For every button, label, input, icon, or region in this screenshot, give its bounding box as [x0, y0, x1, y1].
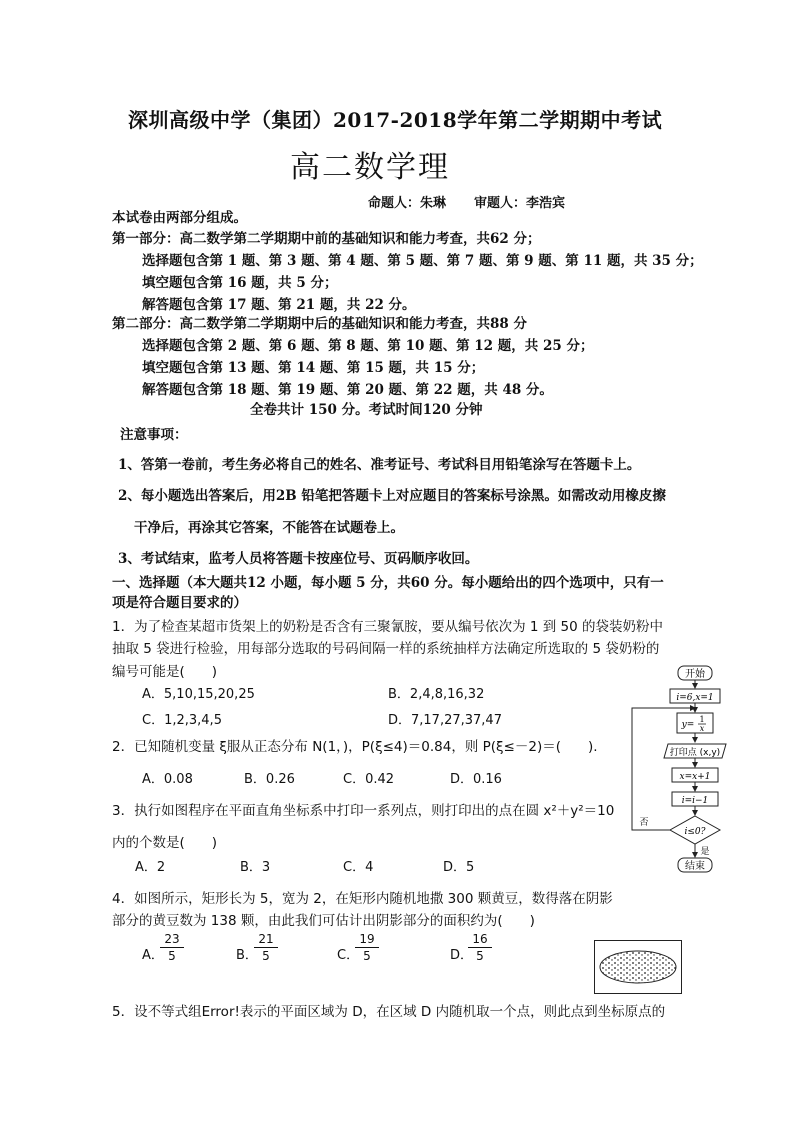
- intro-line-5: 解答题包含第 17 题、第 21 题，共 22 分。: [142, 297, 416, 313]
- q4-b-num: 21: [254, 932, 278, 948]
- q2-option-a: A．0.08: [142, 772, 193, 787]
- q4-d-den: 5: [476, 949, 484, 963]
- intro-line-10: 全卷共计 150 分。考试时间120 分钟: [250, 402, 483, 418]
- q2-text: 2．已知随机变量 ξ服从正态分布 N(1，)，P(ξ≤4)＝0.84，则 P(ξ≤－2)＝( ).: [112, 739, 598, 755]
- flow-condition-text: i≤0?: [684, 827, 706, 837]
- q2-option-b: B．0.26: [244, 772, 295, 787]
- flow-frac-den: x: [699, 724, 705, 733]
- q3-option-d: D．5: [443, 860, 475, 875]
- proposer: 命题人：朱琳: [368, 196, 447, 211]
- q3-option-a: A．2: [135, 860, 166, 875]
- rectangle-ellipse-figure: [594, 940, 682, 994]
- q5-text: 5．设不等式组Error!表示的平面区域为 D，在区域 D 内随机取一个点，则此点到坐标原点的: [112, 1004, 666, 1020]
- flow-yes-label: 是: [700, 847, 710, 857]
- intro-line-8: 填空题包含第 13 题、第 14 题、第 15 题，共 15 分；: [142, 360, 485, 376]
- q4-a-num: 23: [160, 932, 184, 948]
- q1-line-1: 1．为了检查某超市货架上的奶粉是否含有三聚氰胺，要从编号依次为 1 到 50 的袋装奶粉中: [112, 619, 664, 635]
- flow-assign-y-text: y=: [681, 720, 695, 730]
- authors-line: [368, 192, 565, 211]
- q3-option-b: B．3: [240, 860, 271, 875]
- intro-line-2: 第一部分：高二数学第二学期期中前的基础知识和能力考查，共62 分；: [112, 231, 541, 247]
- flow-dec-i-text: i=i−1: [681, 796, 709, 806]
- section-1-heading: 一、选择题（本大题共12 小题，每小题 5 分，共60 分。每小题给出的四个选项中，只有一: [112, 575, 664, 591]
- flow-init-text: i=6,x=1: [676, 693, 714, 703]
- q4-option-a-label: A．: [142, 948, 164, 963]
- intro-line-4: 填空题包含第 16 题，共 5 分；: [142, 275, 338, 291]
- q4-c-num: 19: [355, 932, 379, 948]
- q1-option-d: D．7,17,27,37,47: [388, 713, 502, 728]
- q1-option-b: B．2,4,8,16,32: [388, 687, 485, 702]
- intro-line-3: 选择题包含第 1 题、第 3 题、第 4 题、第 5 题、第 7 题、第 9 题、第 11 题，共 35 分；: [142, 253, 703, 269]
- q4-line-2: 部分的黄豆数为 138 颗，由此我们可估计出阴影部分的面积约为( ): [112, 913, 535, 929]
- q4-option-b-label: B．: [236, 948, 258, 963]
- q4-option-d-label: D．: [450, 948, 474, 963]
- q3-line-1: 3．执行如图程序在平面直角坐标系中打印一系列点，则打印出的点在圆 x²＋y²＝10: [112, 803, 615, 819]
- q4-d-num: 16: [468, 932, 492, 948]
- intro-line-6: 第二部分：高二数学第二学期期中后的基础知识和能力考查，共88 分: [112, 316, 527, 332]
- flow-end-text: 结束: [685, 861, 705, 872]
- q4-line-1: 4．如图所示，矩形长为 5，宽为 2，在矩形内随机地撒 300 颗黄豆，数得落在阴影: [112, 891, 613, 907]
- q3-line-2: 内的个数是( ): [112, 835, 218, 851]
- notice-2b: 干净后，再涂其它答案，不能答在试题卷上。: [134, 520, 404, 536]
- q1-option-c: C．1,2,3,4,5: [142, 713, 222, 728]
- q4-option-d-fraction: [468, 932, 492, 963]
- q1-option-a: A．5,10,15,20,25: [142, 687, 255, 702]
- intro-line-9: 解答题包含第 18 题、第 19 题、第 20 题、第 22 题，共 48 分。: [142, 382, 553, 398]
- q4-b-den: 5: [262, 949, 270, 963]
- q4-a-den: 5: [168, 949, 176, 963]
- notice-1: 1、答第一卷前，考生务必将自己的姓名、准考证号、考试科目用铅笔涂写在答题卡上。: [118, 457, 641, 473]
- intro-line-7: 选择题包含第 2 题、第 6 题、第 8 题、第 10 题、第 12 题，共 25 分；: [142, 338, 594, 354]
- q4-c-den: 5: [363, 949, 371, 963]
- q2-option-c: C．0.42: [343, 772, 395, 787]
- program-flowchart: [622, 664, 734, 878]
- q1-line-2: 抽取 5 袋进行检验，用每部分选取的号码间隔一样的系统抽样方法确定所选取的 5 袋奶粉的: [112, 641, 660, 657]
- notice-2a: 2、每小题选出答案后，用2B 铅笔把答题卡上对应题目的答案标号涂黑。如需改动用橡皮擦: [118, 488, 666, 504]
- notice-3: 3、考试结束，监考人员将答题卡按座位号、页码顺序收回。: [118, 551, 479, 567]
- flow-start-text: 开始: [685, 669, 705, 680]
- q4-option-c-label: C．: [337, 948, 360, 963]
- notice-heading: 注意事项：: [120, 427, 188, 443]
- intro-line-1: 本试卷由两部分组成。: [112, 210, 247, 226]
- q1-line-3: 编号可能是( ): [112, 664, 218, 680]
- flow-frac-num: 1: [699, 715, 705, 724]
- subject-title: 高二数学理: [290, 150, 450, 185]
- flow-no-label: 否: [639, 818, 649, 828]
- q2-option-d: D．0.16: [450, 772, 502, 787]
- flow-inc-x-text: x=x+1: [679, 772, 711, 782]
- q3-option-c: C．4: [343, 860, 374, 875]
- exam-title: 深圳高级中学（集团）2017-2018学年第二学期期中考试: [128, 108, 663, 132]
- q4-option-a-fraction: [160, 932, 184, 963]
- reviewer: 审题人：李浩宾: [474, 196, 566, 211]
- section-1-heading-cont: 项是符合题目要求的）: [112, 595, 247, 611]
- flow-print-text: 打印点 (x,y): [669, 748, 721, 758]
- q4-option-b-fraction: [254, 932, 278, 963]
- q4-option-c-fraction: [355, 932, 379, 963]
- shaded-ellipse: [600, 951, 676, 983]
